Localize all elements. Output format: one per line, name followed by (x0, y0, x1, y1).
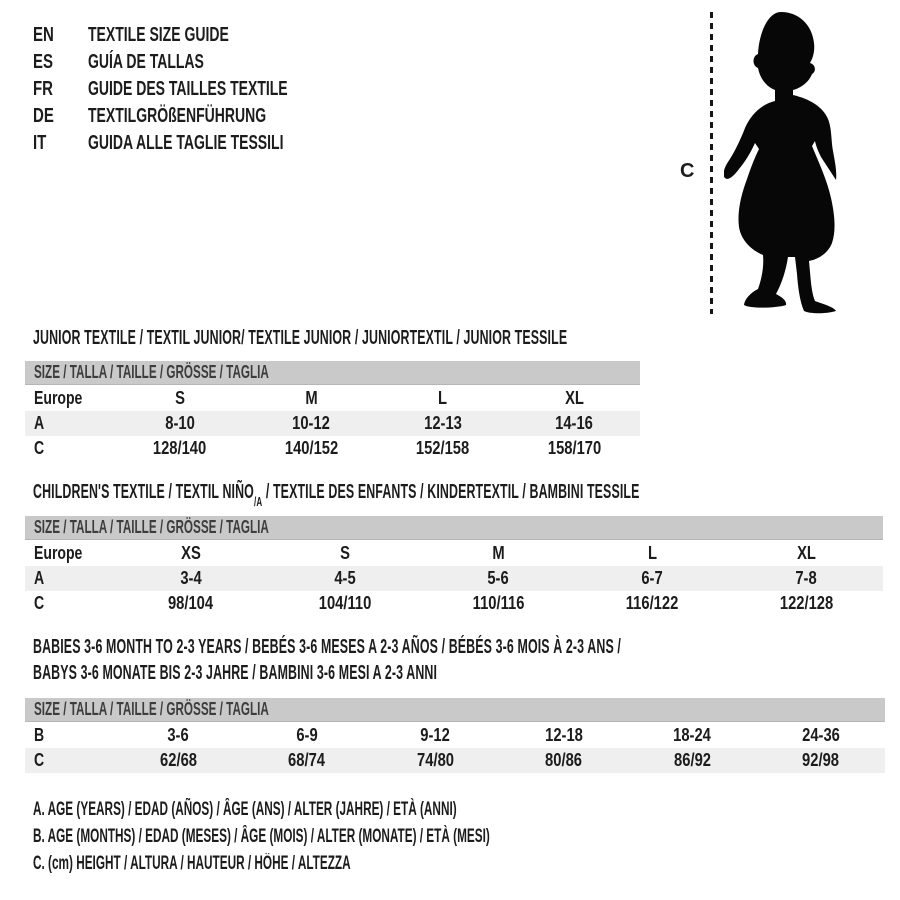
table-row-europe (25, 541, 883, 566)
legend-line-c: C. (cm) HEIGHT / ALTURA / HAUTEUR / HÖHE / ALTEZZA (33, 852, 351, 874)
size-header-label: SIZE / TALLA / TAILLE / GRÖSSE / TAGLIA (34, 517, 269, 537)
value-cell: 4-5 (334, 568, 356, 588)
value-cell: M (305, 388, 318, 408)
children-size-table (25, 516, 883, 616)
language-item-es (33, 49, 373, 76)
value-cell: 9-12 (420, 725, 451, 745)
value-cell: 3-4 (180, 568, 202, 588)
language-code: ES (33, 51, 54, 73)
toddler-silhouette-icon (724, 10, 858, 318)
value-cell: L (647, 543, 657, 563)
language-label: TEXTILGRÖßENFÜHRUNG (88, 105, 267, 127)
table-row-europe (25, 386, 640, 411)
value-cell: L (438, 388, 448, 408)
language-label: TEXTILE SIZE GUIDE (88, 24, 229, 46)
language-code: DE (33, 105, 54, 127)
size-header-label: SIZE / TALLA / TAILLE / GRÖSSE / TAGLIA (34, 362, 269, 382)
table-row-height (25, 748, 885, 773)
children-title-text: CHILDREN'S TEXTILE / TEXTIL NIÑO (33, 481, 254, 503)
row-label-cell: A (34, 413, 45, 433)
children-title-subscript: /A (253, 494, 263, 509)
babies-section-title-line1: BABIES 3-6 MONTH TO 2-3 YEARS / BEBÉS 3-6 MESES A 2-3 AÑOS / BÉBÉS 3-6 MOIS À 2-3 ANS / (33, 636, 621, 658)
value-cell: 98/104 (168, 593, 214, 613)
size-header-label: SIZE / TALLA / TAILLE / GRÖSSE / TAGLIA (34, 699, 269, 719)
language-label: GUIDE DES TAILLES TEXTILE (88, 78, 288, 100)
height-figure (680, 8, 870, 320)
height-measure-dotted-line (710, 12, 713, 314)
value-cell: XL (796, 543, 816, 563)
language-item-it (33, 130, 373, 157)
legend-line-b: B. AGE (MONTHS) / EDAD (MESES) / ÂGE (MOIS) / ALTER (MONATE) / ETÀ (MESI) (33, 825, 490, 847)
value-cell: M (492, 543, 505, 563)
size-header-bar (25, 516, 883, 540)
value-cell: 62/68 (159, 750, 197, 770)
value-cell: 14-16 (555, 413, 594, 433)
row-label-cell: C (34, 438, 45, 458)
babies-section-title-line2: BABYS 3-6 MONATE BIS 2-3 JAHRE / BAMBINI 3-6 MESI A 2-3 ANNI (33, 662, 438, 684)
row-label-cell: A (34, 568, 45, 588)
language-code: FR (33, 78, 54, 100)
language-item-fr (33, 76, 373, 103)
children-section-title (33, 481, 640, 509)
children-title-text: / TEXTILE DES ENFANTS / KINDERTEXTIL / BAMBINI TESSILE (262, 481, 640, 503)
value-cell: 7-8 (795, 568, 817, 588)
value-cell: 10-12 (292, 413, 331, 433)
language-list (33, 22, 373, 157)
value-cell: 6-9 (296, 725, 318, 745)
value-cell: 104/110 (318, 593, 371, 613)
value-cell: 128/140 (153, 438, 207, 458)
row-label-cell: B (34, 725, 45, 745)
table-row-age (25, 566, 883, 591)
value-cell: 152/158 (416, 438, 470, 458)
value-cell: 24-36 (801, 725, 840, 745)
language-label: GUIDA ALLE TAGLIE TESSILI (88, 132, 284, 154)
value-cell: 116/122 (626, 593, 679, 613)
value-cell: 3-6 (167, 725, 189, 745)
value-cell: 158/170 (547, 438, 601, 458)
value-cell: S (174, 388, 185, 408)
value-cell: 110/116 (472, 593, 525, 613)
measure-legend (33, 796, 770, 877)
value-cell: 6-7 (641, 568, 663, 588)
row-label-cell: C (34, 750, 45, 770)
babies-size-table (25, 698, 885, 773)
value-cell: XS (181, 543, 201, 563)
value-cell: XL (564, 388, 584, 408)
row-label-cell: Europe (34, 388, 83, 408)
value-cell: S (339, 543, 350, 563)
language-label: GUÍA DE TALLAS (88, 51, 204, 73)
table-row-height (25, 436, 640, 461)
language-code: EN (33, 24, 54, 46)
table-row-height (25, 591, 883, 616)
row-label-cell: Europe (34, 543, 83, 563)
value-cell: 5-6 (487, 568, 510, 588)
table-row-age (25, 411, 640, 436)
language-code: IT (33, 132, 47, 154)
table-row-age-months (25, 723, 885, 748)
size-header-bar (25, 361, 640, 385)
row-label-cell: C (34, 593, 45, 613)
value-cell: 18-24 (673, 725, 712, 745)
size-header-bar (25, 698, 885, 722)
language-item-de (33, 103, 373, 130)
value-cell: 122/128 (779, 593, 833, 613)
value-cell: 92/98 (802, 750, 840, 770)
value-cell: 68/74 (288, 750, 326, 770)
value-cell: 12-18 (544, 725, 583, 745)
value-cell: 86/92 (673, 750, 711, 770)
language-item-en (33, 22, 373, 49)
value-cell: 74/80 (416, 750, 454, 770)
value-cell: 8-10 (164, 413, 195, 433)
value-cell: 80/86 (545, 750, 583, 770)
value-cell: 12-13 (423, 413, 462, 433)
value-cell: 140/152 (284, 438, 338, 458)
junior-size-table (25, 361, 640, 461)
junior-section-title: JUNIOR TEXTILE / TEXTIL JUNIOR/ TEXTILE JUNIOR / JUNIORTEXTIL / JUNIOR TESSILE (33, 327, 568, 349)
height-measure-label: C (680, 160, 695, 182)
legend-line-a: A. AGE (YEARS) / EDAD (AÑOS) / ÂGE (ANS) / ALTER (JAHRE) / ETÀ (ANNI) (33, 798, 457, 820)
